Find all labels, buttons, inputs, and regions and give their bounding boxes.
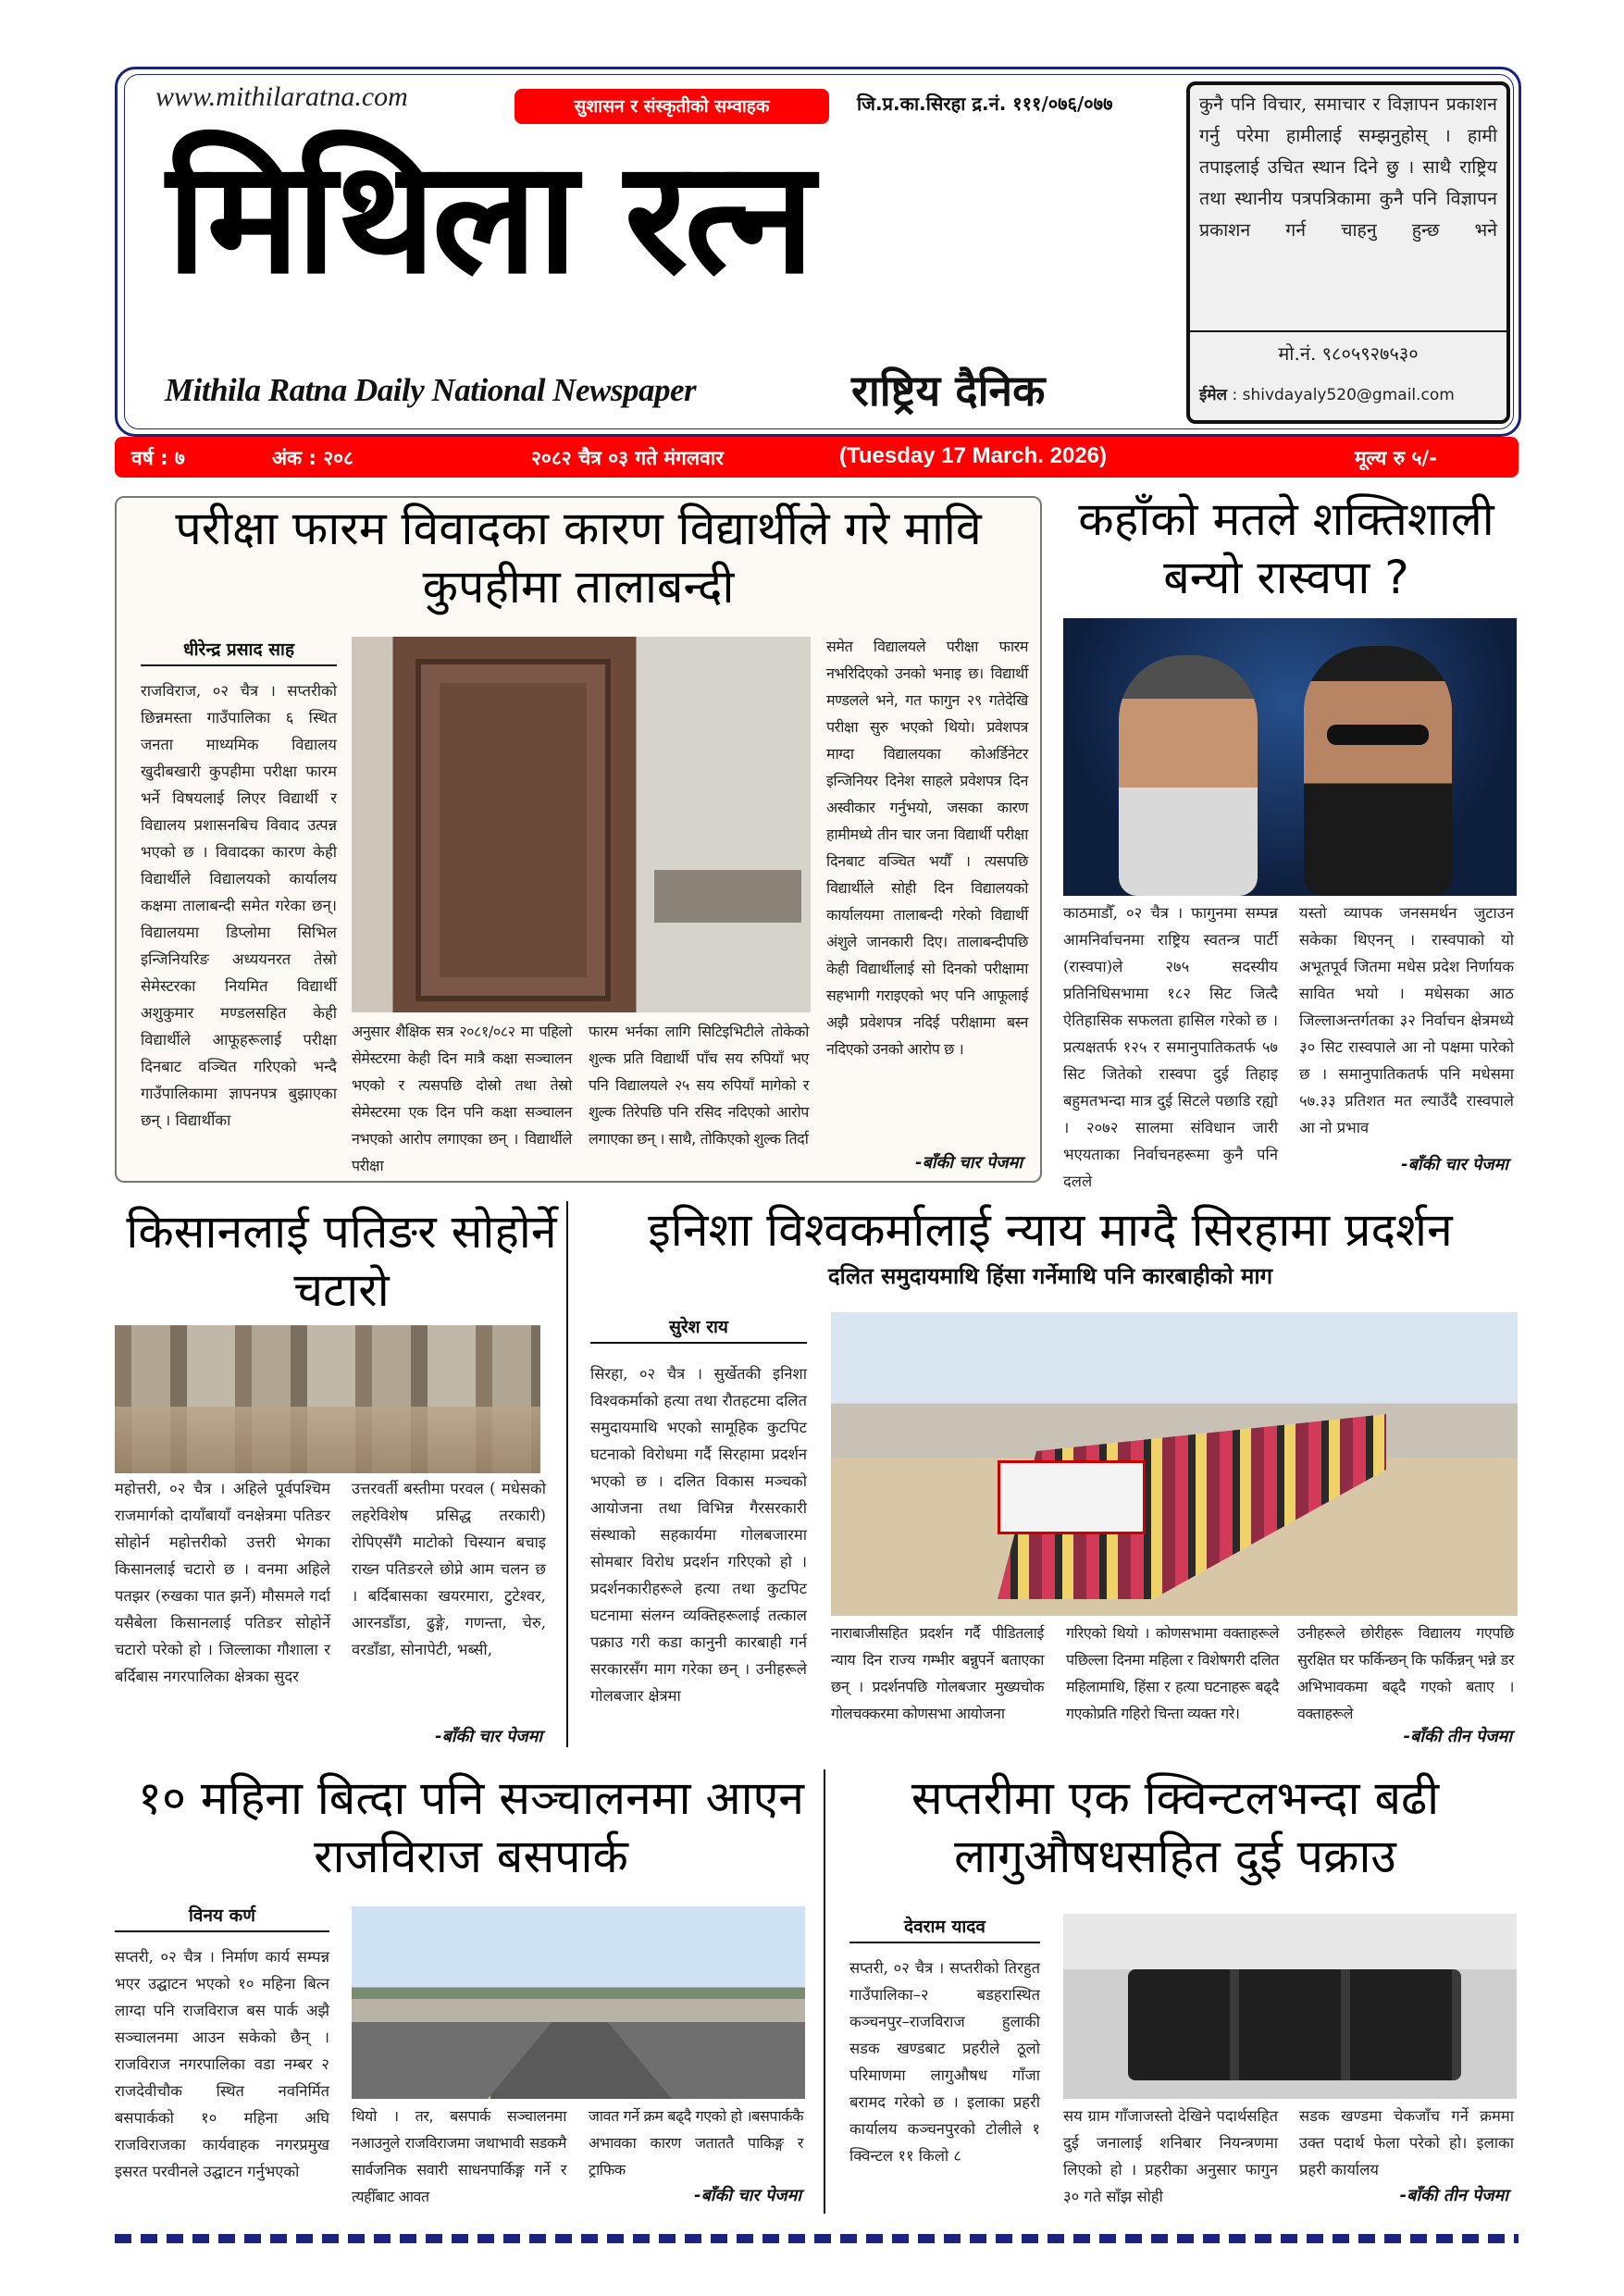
kisan-continued-link[interactable]: -बाँकी चार पेजमा — [435, 1727, 542, 1746]
buspark-headline[interactable]: १० महिना बित्दा पनि सञ्चालनमा आएन राजविराज बसपार्क — [137, 1771, 805, 1883]
inisha-column-1: सिरहा, ०२ चैत्र । सुर्खेतकी इनिशा विश्वकर्माको हत्या तथा रौतहटमा दलित समुदायमाथि भएको सामूहिक कुटपिट घटनाको विरोधमा गर्दै सिरहामा प्रदर्शन भएको छ । दलित विकास मञ्चको आयोजना तथा विभिन्न गैरसरकारी संस्थाको सहकार्यमा गोलबजारमा सोमबार विरोध प्रदर्शन गरिएको हो । प्रदर्शनकारीहरूले हत्या तथा कुटपिट घटनामा संलग्न व्यक्तिहरूलाई तत्काल पक्राउ गरी कडा कानुनी कारबाही गर्न सरकारसँग माग गरेका छन् । उनीहरूले गोलबजार क्षेत्रमा — [590, 1365, 807, 1705]
protest-rally-photo — [831, 1312, 1518, 1616]
exam-column-2: अनुसार शैक्षिक सत्र २०८१/०८२ मा पहिलो सेमेस्टरमा केही दिन मात्रै कक्षा सञ्चालन भएको र त्यसपछि दोस्रो तथा तेस्रो सेमेस्टरमा एक दिन पनि कक्षा सञ्चालन नभएको आरोप लगाएका छन् । विद्यार्थीले परीक्षा — [352, 1023, 572, 1174]
bus-park-photo — [352, 1906, 805, 2099]
drugs-column-2: सय ग्राम गाँजाजस्तो देखिने पदार्थसहित दुई जनालाई शनिबार नियन्त्रणमा लिएको हो । प्रहरीका अनुसार फागुन ३० गते साँझ सोही — [1063, 2107, 1278, 2205]
exam-continued-link[interactable]: -बाँकी चार पेजमा — [915, 1153, 1023, 1173]
english-title: Mithila Ratna Daily National Newspaper — [165, 372, 697, 408]
drugs-byline: देवराम यादव — [849, 1914, 1040, 1943]
national-daily-label: राष्ट्रिय दैनिक — [851, 366, 1046, 416]
inisha-column-2: नाराबाजीसहित प्रदर्शन गर्दै पीडितलाई न्याय दिन राज्य गम्भीर बन्नुपर्ने बताएका छन् । प्रदर्शनपछि गोलबजार मुख्यचोक गोलचक्करमा कोणसभा आयोजना — [831, 1624, 1044, 1722]
rsp-continued-link[interactable]: -बाँकी चार पेजमा — [1401, 1155, 1508, 1174]
volume-year: वर्ष : ७ — [131, 447, 185, 469]
english-date: (Tuesday 17 March. 2026) — [839, 443, 1108, 468]
price: मूल्य रु ५/- — [1355, 447, 1437, 469]
rsp-column-1: काठमाडौँ, ०२ चैत्र । फागुनमा सम्पन्न आमनिर्वाचनमा राष्ट्रिय स्वतन्त्र पार्टी (रास्वपा)ले २७५ सदस्यीय प्रतिनिधिसभामा १८२ सिट जित्दै ऐतिहासिक सफलता हासिल गरेको छ । प्रत्यक्षतर्फ १२५ र समानुपातिकतर्फ ५७ सिट जितेको रास्वपा दुई तिहाइ बहुमतभन्दा मात्र दुई सिटले पछाडि रह्यो । २०७२ सालमा संविधान जारी भएयताका निर्वाचनहरूमा कुनै पनि दलले — [1063, 904, 1278, 1190]
website-url[interactable]: www.mithilaratna.com — [155, 81, 408, 112]
inisha-headline[interactable]: इनिशा विश्वकर्मालाई न्याय माग्दै सिरहामा प्रदर्शन — [648, 1203, 1453, 1257]
email-address[interactable]: shivdayaly520@gmail.com — [1242, 386, 1455, 404]
drugs-headline[interactable]: सप्तरीमा एक क्विन्टलभन्दा बढी लागुऔषधसहित दुई पक्राउ — [911, 1771, 1440, 1883]
rsp-headline[interactable]: कहाँको मतले शक्तिशाली बन्यो रास्वपा ? — [1078, 492, 1494, 604]
mobile-number: मो.नं. ९८०५९२७५३० — [1278, 342, 1419, 365]
exam-column-1: राजविराज, ०२ चैत्र । सप्तरीको छिन्नमस्ता गाउँपालिका ६ स्थित जनता माध्यमिक विद्यालय खुदीबखारी कुपहीमा परीक्षा फारम भर्ने विषयलाई लिएर विद्यार्थी र विद्यालय प्रशासनबिच विवाद उत्पन्न भएको छ । विवादका कारण केही विद्यार्थीले विद्यालयको कार्यालय कक्षमा तालाबन्दी समेत गरेका छन्। विद्यालयमा डिप्लोमा सिभिल इन्जिनियरिङ अध्ययनरत तेस्रो सेमेस्टरका नियमित विद्यार्थी अशुकुमार मण्डलसहित केही विद्यार्थीले आफूहरूलाई परीक्षा दिनबाट वञ्चित गरिएको भन्दै गाउँपालिकामा ज्ञापनपत्र बुझाएका छन् । विद्यार्थीका — [141, 682, 337, 1129]
issue-number: अंक : २०८ — [272, 447, 353, 469]
exam-byline: धीरेन्द्र प्रसाद साह — [141, 637, 337, 666]
inisha-byline: सुरेश राय — [590, 1314, 807, 1344]
advertisement-divider — [1190, 330, 1506, 332]
buspark-byline: विनय कर्ण — [115, 1903, 329, 1932]
kisan-column-1: महोत्तरी, ०२ चैत्र । अहिले पूर्वपश्चिम राजमार्गको दायाँबायाँ वनक्षेत्रमा पतिङर सोहोर्न महोत्तरीको उत्तरी भेगका किसानलाई चटारो छ । वनमा अहिले पतझर (रुखका पात झर्ने) मौसमले गर्दा यसैबेला किसानलाई पतिङर सोहोर्ने चटारो परेको हो । जिल्लाका गौशाला र बर्दिबास नगरपालिका क्षेत्रका सुदर — [115, 1480, 330, 1685]
rsp-column-2: यस्तो व्यापक जनसमर्थन जुटाउन सकेका थिएनन् । रास्वपाको यो अभूतपूर्व जितमा मधेस प्रदेश निर्णायक सावित भयो । मधेसका आठ जिल्लाअन्तर्गतका ३२ निर्वाचन क्षेत्रमध्ये ३० सिट रास्वपाले आ नो पक्षमा पारेको छ । समानुपातिकतर्फ पनि मधेसमा ५७.३३ प्रतिशत मत ल्याउँदै रास्वपाले आ नो प्रभाव — [1299, 904, 1514, 1136]
inisha-continued-link[interactable]: -बाँकी तीन पेजमा — [1403, 1727, 1512, 1746]
newspaper-logo: मिथिला रत्न — [167, 127, 812, 308]
slogan-badge: सुशासन र संस्कृतीको सम्वाहक — [514, 89, 829, 124]
drugs-continued-link[interactable]: -बाँकी तीन पेजमा — [1399, 2186, 1508, 2205]
kisan-column-2: उत्तरवर्ती बस्तीमा परवल ( मधेसको लहरेविशेष प्रसिद्ध तरकारी) रोपिएसँगै माटोको चिस्यान बचाइ राख्न पतिङरले छोप्ने आम चलन छ । बर्दिबासका खयरमारा, टुटेश्वर, आरनडाँडा, ढुङ्गे, गणन्ता, चेरु, वरडाँडा, सोनापेटी, भब्सी, — [352, 1480, 546, 1658]
drugs-column-1: सप्तरी, ०२ चैत्र । सप्तरीको तिरहुत गाउँपालिका–२ बडहरास्थित कञ्चनपुर–राजविराज हुलाकी सडक खण्डबाट प्रहरीले ठूलो परिमाणमा लागुऔषध गाँजा बरामद गरेको छ । इलाका प्रहरी कार्यालय कञ्चनपुरको टोलीले १ क्विन्टल ११ किलो ८ — [849, 1959, 1040, 2165]
person-with-cap — [1119, 655, 1258, 896]
buspark-column-2: थियो । तर, बसपार्क सञ्चालनमा नआउनुले राजविराजमा जथाभावी सडकमै सार्वजनिक सवारी साधनपार्किङ्ग गर्ने र त्यहीँबाट आवत — [352, 2107, 566, 2205]
buspark-continued-link[interactable]: -बाँकी चार पेजमा — [694, 2186, 801, 2205]
drugs-column-3: सडक खण्डमा चेकजाँच गर्ने क्रममा उक्त पदार्थ फेला परेको हो। इलाका प्रहरी कार्यालय — [1299, 2107, 1514, 2178]
date-bar — [115, 437, 1519, 478]
person-with-sunglasses — [1304, 646, 1452, 896]
inisha-column-3: गरिएको थियो । कोणसभामा वक्ताहरूले पछिल्ला दिनमा महिला र विशेषगरी दलित महिलामाथि, हिंसा र हत्या घटनाहरू बढ्दै गएकोप्रति गहिरो चिन्ता व्यक्त गरे। — [1066, 1624, 1279, 1722]
nepali-date: २०८२ चैत्र ०३ गते मंगलवार — [531, 447, 724, 469]
locked-door-photo — [352, 637, 811, 1012]
drug-bags — [1128, 1969, 1461, 2080]
footer-dashed-rule — [115, 2234, 1519, 2243]
inisha-column-4: उनीहरूले छोरीहरू विद्यालय गएपछि सुरक्षित घर फर्किन्छन् कि फर्किन्नन् भन्ने डर अभिभावकमा बढ्दै गएको बताए । वक्ताहरूले — [1297, 1624, 1514, 1722]
kisan-headline[interactable]: किसानलाई पतिङर सोहोर्ने चटारो — [126, 1205, 557, 1317]
politicians-photo — [1063, 618, 1517, 896]
exam-column-4: समेत विद्यालयले परीक्षा फारम नभरिदिएको उनको भनाइ छ। विद्यार्थी मण्डलले भने, गत फागुन २९ गतेदेखि परीक्षा सुरु भएको थियो। प्रवेशपत्र माग्दा विद्यालयका कोअर्डिनेटर इन्जिनियर दिनेश साहले प्रवेशपत्र दिन अस्वीकार गर्नुभयो, जसका कारण हामीमध्ये तीन चार जना विद्यार्थी परीक्षा दिनबाट वञ्चित भयौँ । त्यसपछि विद्यार्थीले सोही दिन विद्यालयको कार्यालयमा तालाबन्दी गरेको विद्यार्थी अंशुले जानकारी दिए। तालाबन्दीपछि केही विद्यार्थीलाई सो दिनको परीक्षामा सहभागी गराइएको भए पनि आफूलाई अझै प्रवेशपत्र नदिई परीक्षामा बस्न नदिएको उनको आरोप छ । — [826, 638, 1028, 1058]
registration-number: जि.प्र.का.सिरहा द्र.नं. १११/०७६/०७७ — [857, 93, 1113, 115]
advertisement-text: कुनै पनि विचार, समाचार र विज्ञापन प्रकाशन गर्नु परेमा हामीलाई सम्झनुहोस् । हामी तपाइलाई उचित स्थान दिने छु । साथै राष्ट्रिय तथा स्थानीय पत्रपत्रिकामा कुनै पनि विज्ञापन प्रकाशन गर्न चाहनु हुन्छ भने — [1199, 93, 1497, 241]
email-label: ईमेल — [1199, 386, 1228, 404]
sunglasses — [1327, 725, 1429, 745]
inisha-subheadline: दलित समुदायमाथि हिंसा गर्नेमाथि पनि कारबाहीको माग — [827, 1263, 1273, 1289]
seized-drugs-photo — [1063, 1914, 1517, 2099]
forest-photo — [115, 1325, 540, 1473]
buspark-column-1: सप्तरी, ०२ चैत्र । निर्माण कार्य सम्पन्न भएर उद्घाटन भएको १० महिना बित्न लाग्दा पनि राजविराज बस पार्क अझै सञ्चालनमा आउन सकेको छैन् । राजविराज नगरपालिका वडा नम्बर २ राजदेवीचौक स्थित नवनिर्मित बसपार्कको १० महिना अघि राजविराजका कार्यवाहक नगरप्रमुख इसरत परवीनले उद्घाटन गर्नुभएको — [115, 1948, 329, 2180]
exam-column-3: फारम भर्नका लागि सिटिइभिटीले तोकेको शुल्क प्रति विद्यार्थी पाँच सय रुपियाँ भए पनि विद्यालयले २५ सय रुपियाँ मागेको र शुल्क तिरेपछि पनि रसिद नदिएको आरोप लगाएका छन् । साथै, तोकिएको शुल्क तिर्दा — [589, 1023, 809, 1148]
exam-headline[interactable]: परीक्षा फारम विवादका कारण विद्यार्थीले गरे मावि कुपहीमा तालाबन्दी — [175, 502, 982, 614]
protest-banner — [998, 1460, 1146, 1534]
buspark-column-3: जावत गर्ने क्रम बढ्दै गएको हो ।बसपार्ककै अभावका कारण जताततै पाकिङ्ग र ट्राफिक — [589, 2107, 803, 2178]
email-line: ईमेल : shivdayaly520@gmail.com — [1199, 386, 1455, 404]
